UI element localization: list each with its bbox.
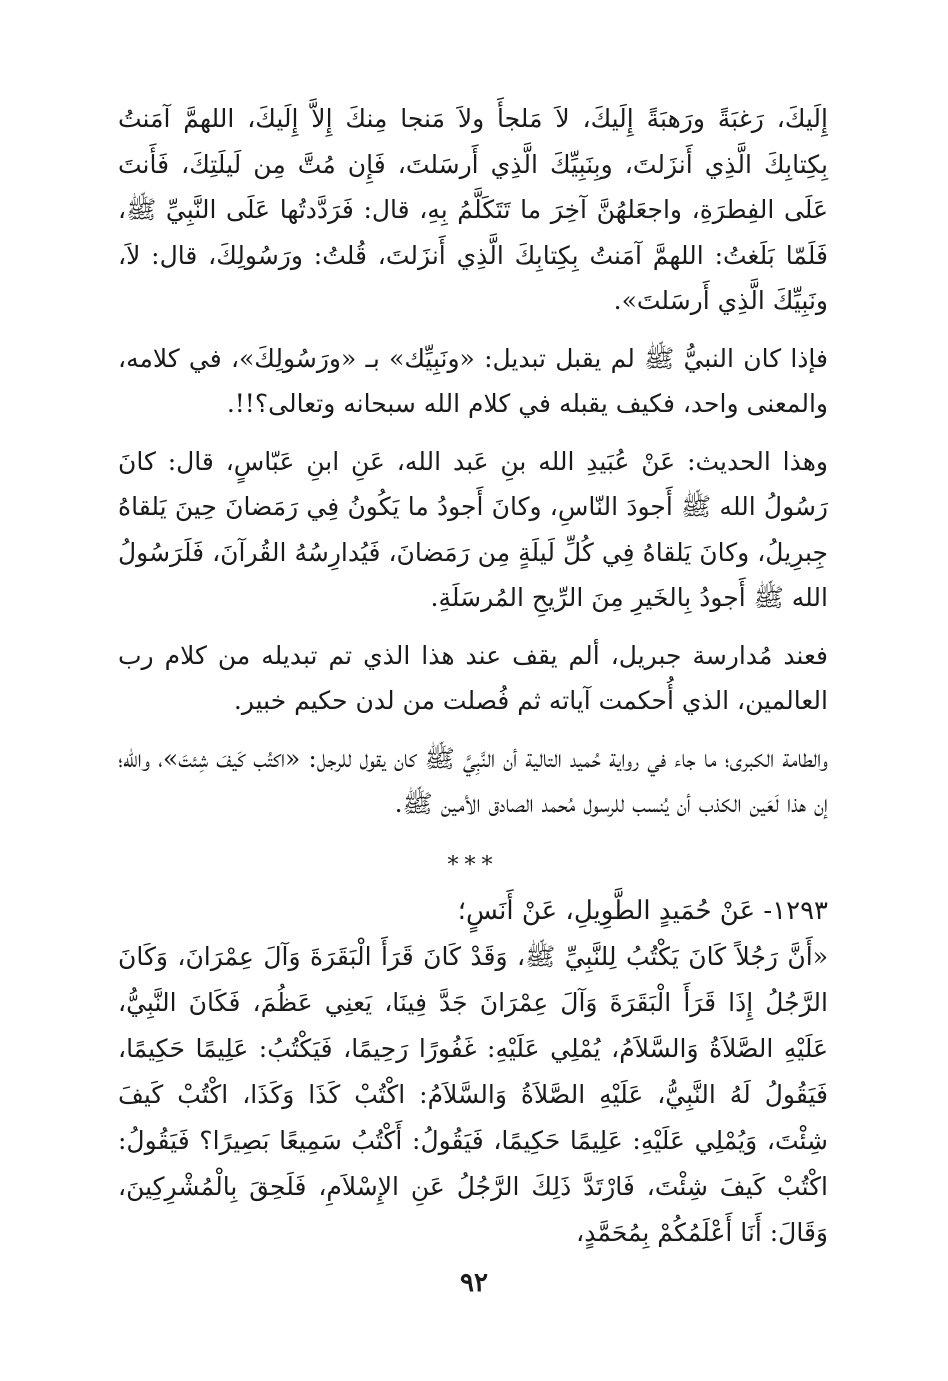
hadith-number-line: ١٢٩٣- عَنْ حُمَيدٍ الطَّوِيلِ، عَنْ أَنَسٍ؛ — [457, 895, 828, 926]
paragraph-jibril-mudarasa: فعند مُدارسة جبريل، ألم يقف عند هذا الذي تم تبديله من كلام رب العالمين، الذي أُحكمت آياته ثم فُصلت من لدن حكيم خبير. — [118, 640, 828, 715]
section-separator: *** — [447, 852, 499, 878]
paragraph-tabdil-argument: فإذا كان النبيُّ ﷺ لم يقبل تبديل: «ونَبِيِّك» بـ «ورَسُولِكَ»، في كلامه، والمعنى واحد، فكيف يقبله في كلام الله سبحانه وتعالى؟!!. — [118, 343, 828, 418]
hadith-text: «أَنَّ رَجُلاً كَانَ يَكْتُبُ لِلنَّبِيِّ ﷺ، وَقَدْ كَانَ قَرَأَ الْبَقَرَةَ وَآلَ عِمْرَانَ، وَكَانَ الرَّجُلُ إِذَا قَرَأَ الْبَقَرَةَ وَآلَ عِمْرَانَ جَدَّ فِينَا، يَعنِي عَظُمَ، فَكَانَ النَّبِيُّ، عَلَيْهِ الصَّلاَةُ وَالسَّلاَمُ، يُمْلِي عَلَيْهِ: غَفُورًا رَحِيمًا، فَيَكْتُبُ: عَلِيمًا حَكِيمًا، فَيَقُولُ لَهُ النَّبِيُّ، عَلَيْهِ الصَّلاَةُ وَالسَّلاَمُ: اكْتُبْ كَذَا وَكَذَا، اكْتُبْ كَيفَ شِئْتَ، وَيُمْلِي عَلَيْهِ: عَلِيمًا حَكِيمًا، فَيَقُولُ: أَكْتُبُ سَمِيعًا بَصِيرًا؟ فَيَقُولُ: اكْتُبْ كَيفَ شِئْتَ، فَارْتَدَّ ذَلِكَ الرَّجُلُ عَنِ الإِسْلاَمِ، فَلَحِقَ بِالْمُشْرِكِينَ، وَقَالَ: أَنَا أَعْلَمُكُمْ بِمُحَمَّدٍ، — [118, 941, 828, 1247]
paragraph-ibn-abbas-hadith: وهذا الحديث: عَنْ عُبَيدِ الله بنِ عَبد الله، عَنِ ابنِ عَبّاسٍ، قال: كانَ رَسُولُ الله ﷺ أَجودَ النّاسِ، وكانَ أَجودُ ما يَكُونُ فِي رَمَضانَ حِينَ يَلقاهُ جِبرِيلُ، وكانَ يَلقاهُ فِي كُلِّ لَيلَةٍ مِن رَمَضانَ، فَيُدارِسُهُ القُرآنَ، فَلَرَسُولُ الله ﷺ أَجودُ بِالخَيرِ مِنَ الرِّيحِ المُرسَلَةِ. — [118, 446, 828, 612]
page-number: ٩٢ — [460, 1268, 488, 1298]
page-body — [118, 96, 828, 1256]
paragraph-tamma-kubra: والطامة الكبرى؛ ما جاء في رواية حُميد التالية أن النَّبِيَّ ﷺ كان يقول للرجل: «اكتُب كَيفَ شِئتَ»، والله؛ إن هذا لَعَين الكذب أن يُنسب للرسول مُحمد الصادق الأمين ﷺ. — [118, 743, 828, 818]
paragraph-dua-end: إِلَيكَ، رَغبَةً ورَهبَةً إِلَيكَ، لاَ مَلجأَ ولاَ مَنجا مِنكَ إِلاَّ إِلَيكَ، اللهمَّ آمَنتُ بِكِتابِكَ الَّذِي أَنزَلتَ، وبِنَبِيِّكَ الَّذِي أَرسَلتَ، فَإِن مُتَّ مِن لَيلَتِكَ، فَأَنتَ عَلَى الفِطرَةِ، واجعَلهُنَّ آخِرَ ما تَتَكَلَّمُ بِهِ، قال: فَرَدَّدتُها عَلَى النَّبِيِّ ﷺ، فَلَمّا بَلَغتُ: اللهمَّ آمَنتُ بِكِتابِكَ الَّذِي أَنزَلتَ، قُلتُ: ورَسُولِكَ، قال: لاَ، ونَبِيِّكَ الَّذِي أَرسَلتَ». — [118, 104, 828, 315]
